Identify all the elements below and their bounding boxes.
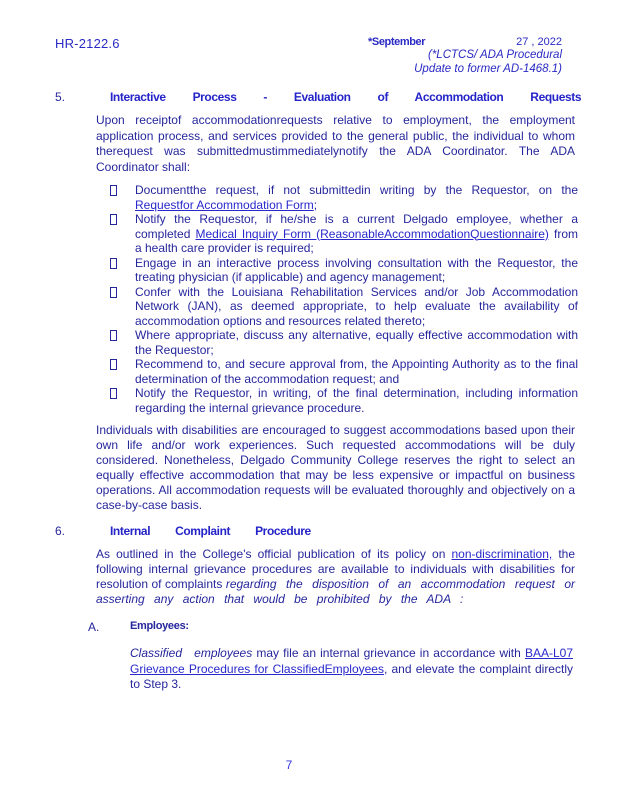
subsection-a-paragraph: [130, 646, 573, 693]
section6-number: 6.: [55, 524, 66, 538]
bullet-text-post: ;: [313, 197, 318, 212]
bullet-item: [110, 357, 578, 386]
bullet-text-post: from a health care provider is required;: [135, 226, 578, 255]
bullet-text: Engage in an interactive process involving consultation with the Requestor, the treating physician (if applicable) and agency management;: [135, 255, 578, 284]
section5-number: 5.: [55, 90, 66, 104]
bullet-text: Notify the Requestor, in writing, of the final determination, including information regarding the internal grievance procedure.: [135, 386, 578, 415]
header-right-block: [368, 36, 562, 76]
section6-title: Internal Complaint Procedure: [110, 524, 311, 538]
section6-para-pre: As outlined in the College's official publication of its policy on: [96, 547, 452, 561]
bullet-text-pre: Documentthe request, if not submittedin writing by the Requestor, on the: [135, 183, 578, 197]
square-bullet-icon: [110, 183, 135, 212]
bullet-text: [135, 212, 578, 256]
subsection-a-para-mid: may file an internal grievance in accordance with: [252, 646, 525, 660]
page-number: 7: [285, 758, 293, 772]
bullet-item: [110, 212, 578, 256]
classified-employees-italic: Classified employees: [130, 646, 253, 660]
section5-closing-paragraph: Individuals with disabilities are encouraged to suggest accommodations based upon their own life and/or work experiences. Such requested accommodations will be duly considered. Nonetheless, Delgado Community College reserves the right to select an equally effective accommodation that may be less expensive or impactful on business operations. All accommodation requests will be evaluated thoroughly and objectively on a case-by-case basis.: [96, 423, 575, 512]
section6-paragraph: [96, 547, 575, 607]
section5-bullet-list: [110, 183, 578, 415]
update-note-line1: (*LCTCS/ ADA Procedural: [428, 49, 562, 61]
date-label: *September: [368, 36, 426, 48]
bullet-item: [110, 386, 578, 415]
bullet-item: [110, 328, 578, 357]
bullet-text-pre: Notify the Requestor, if he/she is a current Delgado employee, whether a completed: [135, 212, 578, 241]
bullet-text: Where appropriate, discuss any alternative, equally effective accommodation with the Requestor;: [135, 328, 578, 357]
bullet-item: [110, 285, 578, 329]
subsection-a-para-post: , and elevate the complaint directly to Step 3.: [130, 661, 573, 691]
medical-inquiry-form-link[interactable]: Medical Inquiry Form (ReasonableAccommodationQuestionnaire): [195, 226, 549, 241]
section5-heading: [55, 90, 618, 104]
square-bullet-icon: [110, 212, 135, 256]
section6-para-italic: regarding the disposition of an accommodation request or asserting any action that would be prohibited by the ADA :: [96, 577, 575, 606]
subsection-a-heading: [88, 620, 618, 634]
date-row: [368, 36, 562, 48]
subsection-a-label: A.: [88, 620, 100, 634]
doc-number: HR-2122.6: [55, 36, 120, 51]
subsection-a-title: Employees:: [130, 620, 189, 632]
section5-title: Interactive Process - Evaluation of Accommodation Requests: [110, 90, 582, 104]
square-bullet-icon: [110, 328, 135, 357]
section6-para-mid: the following internal grievance procedures are available to individuals with disabilities for resolution of complaints: [96, 547, 575, 591]
non-discrimination-link[interactable]: non-discrimination,: [451, 547, 553, 561]
section6-heading: [55, 524, 618, 538]
bullet-text: [135, 183, 578, 212]
square-bullet-icon: [110, 386, 135, 415]
bullet-text: Confer with the Louisiana Rehabilitation Services and/or Job Accommodation Network (JAN), as deemed appropriate, to help evaluate the availability of accommodation options and resources related thereto;: [135, 284, 578, 328]
section5-intro-paragraph: Upon receiptof accommodationrequests relative to employment, the employment application process, and services provided to the general public, the individual to whom therequest was submittedmustimmediatelynotify the ADA Coordinator. The ADA Coordinator shall:: [96, 113, 575, 174]
document-header: [0, 0, 618, 76]
baa-l07-grievance-procedures-link[interactable]: BAA-L07 Grievance Procedures for ClassifiedEmployees: [130, 646, 573, 676]
bullet-item: [110, 183, 578, 212]
date-value: 27 , 2022: [516, 36, 562, 48]
square-bullet-icon: [110, 256, 135, 285]
bullet-text: Recommend to, and secure approval from, the Appointing Authority as to the final determination of the accommodation request; and: [135, 357, 578, 386]
square-bullet-icon: [110, 357, 135, 386]
bullet-item: [110, 256, 578, 285]
request-for-accommodation-form-link[interactable]: Requestfor Accommodation Form: [135, 197, 314, 212]
square-bullet-icon: [110, 285, 135, 329]
update-note-line2: Update to former AD-1468.1): [414, 63, 562, 75]
